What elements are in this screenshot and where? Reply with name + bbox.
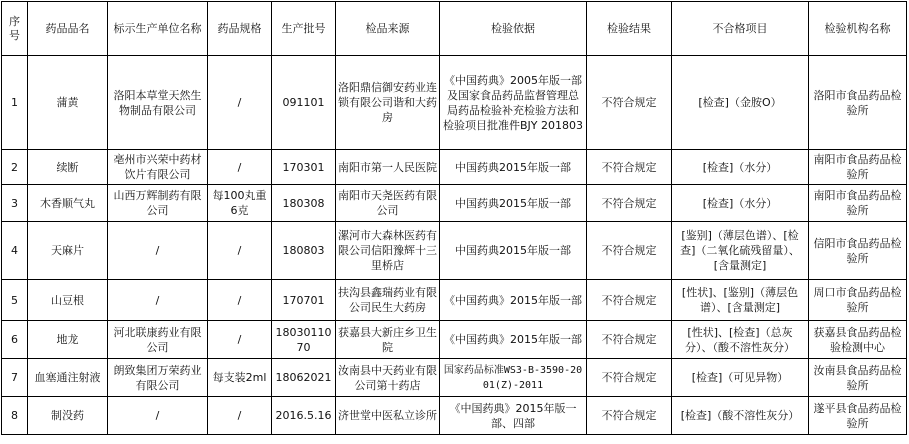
cell-producer: / (108, 222, 208, 280)
table-row (2, 150, 907, 185)
cell-failed-items: [鉴别]（薄层色谱）、[检查]（二氧化硫残留量）、[含量测定] (672, 222, 809, 280)
cell-seq: 8 (2, 397, 28, 435)
cell-batch: 180308 (272, 185, 336, 222)
cell-result: 不符合规定 (587, 185, 672, 222)
cell-agency: 信阳市食品药品检验所 (809, 222, 907, 280)
cell-batch: 091101 (272, 56, 336, 150)
cell-agency: 洛阳市食品药品检验所 (809, 56, 907, 150)
cell-producer: 亳州市兴荣中药材饮片有限公司 (108, 150, 208, 185)
cell-drug-name: 续断 (28, 150, 108, 185)
header-failed-items: 不合格项目 (672, 2, 809, 56)
cell-seq: 2 (2, 150, 28, 185)
header-spec: 药品规格 (208, 2, 272, 56)
inspection-results-table (1, 1, 907, 435)
cell-spec: 每支装2ml (208, 359, 272, 397)
cell-source: 济世堂中医私立诊所 (336, 397, 440, 435)
table-row (2, 185, 907, 222)
cell-source: 南阳市天尧医药有限公司 (336, 185, 440, 222)
header-result: 检验结果 (587, 2, 672, 56)
cell-producer: / (108, 397, 208, 435)
cell-batch: 170301 (272, 150, 336, 185)
header-drug-name: 药品品名 (28, 2, 108, 56)
cell-spec: / (208, 397, 272, 435)
cell-seq: 4 (2, 222, 28, 280)
cell-basis: 《中国药典》2005年版一部及国家食品药品监督管理总局药品检验补充检验方法和检验项目批准件BJY 201803 (440, 56, 587, 150)
cell-spec: / (208, 321, 272, 359)
cell-basis: 《中国药典》2015年版一部、四部 (440, 397, 587, 435)
cell-drug-name: 制没药 (28, 397, 108, 435)
cell-failed-items: [性状]、[鉴别]（薄层色谱）、[含量测定] (672, 280, 809, 321)
cell-batch: 170701 (272, 280, 336, 321)
cell-failed-items: [检查]（水分） (672, 185, 809, 222)
header-producer: 标示生产单位名称 (108, 2, 208, 56)
cell-agency: 南阳市食品药品检验所 (809, 150, 907, 185)
header-row (2, 2, 907, 56)
cell-basis: 中国药典2015年版一部 (440, 185, 587, 222)
cell-result: 不符合规定 (587, 321, 672, 359)
cell-producer: 山西万辉制药有限公司 (108, 185, 208, 222)
cell-drug-name: 天麻片 (28, 222, 108, 280)
cell-spec: / (208, 56, 272, 150)
cell-seq: 5 (2, 280, 28, 321)
table-row (2, 397, 907, 435)
cell-agency: 南阳市食品药品检验所 (809, 185, 907, 222)
cell-basis: 《中国药典》2015年版一部 (440, 321, 587, 359)
header-agency: 检验机构名称 (809, 2, 907, 56)
cell-basis: 国家药品标准WS3-B-3590-2001(Z)-2011 (440, 359, 587, 397)
cell-batch: 180803 (272, 222, 336, 280)
cell-producer: 洛阳本草堂天然生物制品有限公司 (108, 56, 208, 150)
cell-source: 扶沟县鑫瑞药业有限公司民生大药房 (336, 280, 440, 321)
cell-producer: 朗致集团万荣药业有限公司 (108, 359, 208, 397)
cell-basis: 《中国药典》2015年版一部 (440, 280, 587, 321)
cell-drug-name: 木香顺气丸 (28, 185, 108, 222)
table-row (2, 222, 907, 280)
cell-basis: 中国药典2015年版一部 (440, 150, 587, 185)
cell-drug-name: 蒲黄 (28, 56, 108, 150)
cell-source: 漯河市大森林医药有限公司信阳豫辉十三里桥店 (336, 222, 440, 280)
cell-seq: 7 (2, 359, 28, 397)
table-row (2, 56, 907, 150)
cell-agency: 周口市食品药品检验所 (809, 280, 907, 321)
cell-failed-items: [检查]（金胺O） (672, 56, 809, 150)
cell-source: 南阳市第一人民医院 (336, 150, 440, 185)
cell-drug-name: 地龙 (28, 321, 108, 359)
cell-source: 洛阳鼎信御安药业连锁有限公司谐和大药房 (336, 56, 440, 150)
cell-seq: 6 (2, 321, 28, 359)
cell-spec: 每100丸重6克 (208, 185, 272, 222)
cell-failed-items: [检查]（水分） (672, 150, 809, 185)
cell-producer: / (108, 280, 208, 321)
cell-result: 不符合规定 (587, 150, 672, 185)
cell-spec: / (208, 222, 272, 280)
cell-result: 不符合规定 (587, 397, 672, 435)
cell-failed-items: [检查]（可见异物） (672, 359, 809, 397)
table-row (2, 359, 907, 397)
cell-batch: 18062021 (272, 359, 336, 397)
cell-seq: 1 (2, 56, 28, 150)
cell-drug-name: 山豆根 (28, 280, 108, 321)
cell-source: 获嘉县大新庄乡卫生院 (336, 321, 440, 359)
cell-result: 不符合规定 (587, 222, 672, 280)
header-seq: 序号 (2, 2, 28, 56)
cell-agency: 汝南县食品药品检验所 (809, 359, 907, 397)
cell-batch: 1803011070 (272, 321, 336, 359)
cell-failed-items: [性状]、[检查]（总灰分）、（酸不溶性灰分） (672, 321, 809, 359)
cell-agency: 遂平县食品药品检验所 (809, 397, 907, 435)
cell-producer: 河北联康药业有限公司 (108, 321, 208, 359)
cell-batch: 2016.5.16 (272, 397, 336, 435)
cell-seq: 3 (2, 185, 28, 222)
cell-result: 不符合规定 (587, 280, 672, 321)
cell-agency: 获嘉县食品药品检验检测中心 (809, 321, 907, 359)
cell-spec: / (208, 280, 272, 321)
header-batch: 生产批号 (272, 2, 336, 56)
cell-spec: / (208, 150, 272, 185)
table-row (2, 280, 907, 321)
cell-result: 不符合规定 (587, 56, 672, 150)
cell-result: 不符合规定 (587, 359, 672, 397)
cell-source: 汝南县中天药业有限公司第十药店 (336, 359, 440, 397)
cell-basis: 中国药典2015年版一部 (440, 222, 587, 280)
table-row (2, 321, 907, 359)
cell-drug-name: 血塞通注射液 (28, 359, 108, 397)
header-basis: 检验依据 (440, 2, 587, 56)
cell-failed-items: [检查]（酸不溶性灰分） (672, 397, 809, 435)
header-source: 检品来源 (336, 2, 440, 56)
